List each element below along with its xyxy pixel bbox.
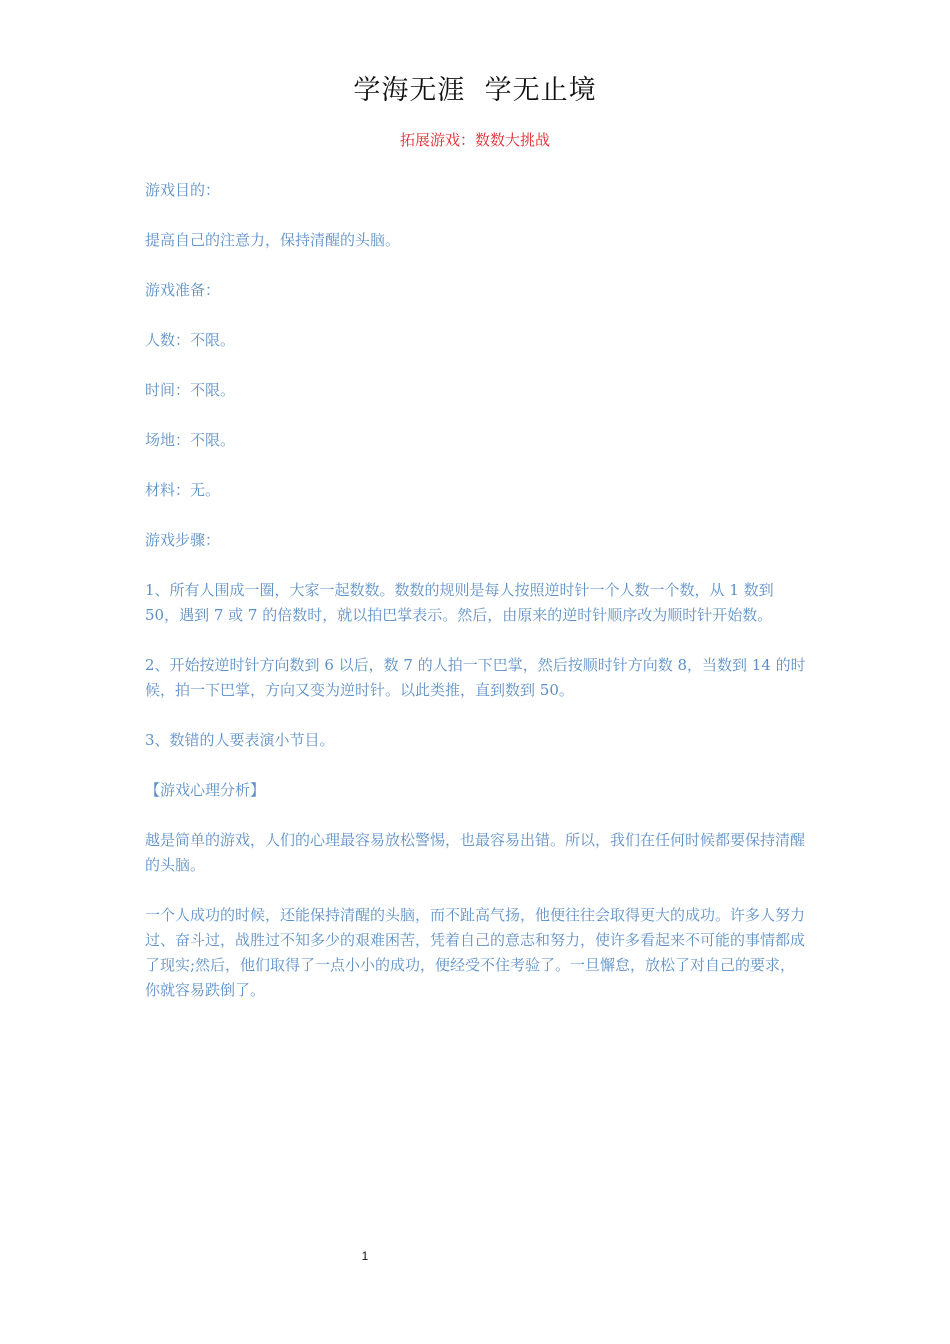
paragraph-people: 人数：不限。: [145, 331, 236, 349]
paragraph-venue: 场地：不限。: [145, 431, 236, 449]
paragraph-step-3: 3、数错的人要表演小节目。: [145, 731, 335, 749]
paragraph-step-1: 1、所有人围成一圈，大家一起数数。数数的规则是每人按照逆时针一个人数一个数，从 1 数到 50，遇到 7 或 7 的倍数时，就以拍巴掌表示。然后，由原来的逆时针顺序改为顺时针开始数。: [145, 581, 774, 624]
paragraph-analysis-1: 越是简单的游戏，人们的心理最容易放松警惕，也最容易出错。所以，我们在任何时候都要保持清醒的头脑。: [145, 831, 806, 874]
section-heading-analysis: 【游戏心理分析】: [145, 781, 266, 799]
section-heading-preparation: 游戏准备：: [145, 281, 221, 299]
section-heading-steps: 游戏步骤：: [145, 531, 221, 549]
paragraph-purpose: 提高自己的注意力，保持清醒的头脑。: [145, 231, 401, 249]
document-body: [145, 178, 810, 1028]
header-title: 学海无涯 学无止境: [353, 75, 597, 106]
page-number: 1: [361, 1249, 369, 1263]
paragraph-step-2: 2、开始按逆时针方向数到 6 以后，数 7 的人拍一下巴掌，然后按顺时针方向数 8，当数到 14 的时候，拍一下巴掌，方向又变为逆时针。以此类推，直到数到 50。: [145, 656, 806, 699]
paragraph-time: 时间：不限。: [145, 381, 236, 399]
paragraph-analysis-2: 一个人成功的时候，还能保持清醒的头脑，而不趾高气扬，他便往往会取得更大的成功。许多人努力过、奋斗过，战胜过不知多少的艰难困苦，凭着自己的意志和努力，使许多看起来不可能的事情都成了现实;然后，他们取得了一点小小的成功，便经受不住考验了。一旦懈怠，放松了对自己的要求，你就容易跌倒了。: [145, 906, 806, 999]
game-title: 拓展游戏：数数大挑战: [399, 131, 550, 149]
paragraph-materials: 材料：无。: [145, 481, 221, 499]
section-heading-purpose: 游戏目的：: [145, 181, 221, 199]
